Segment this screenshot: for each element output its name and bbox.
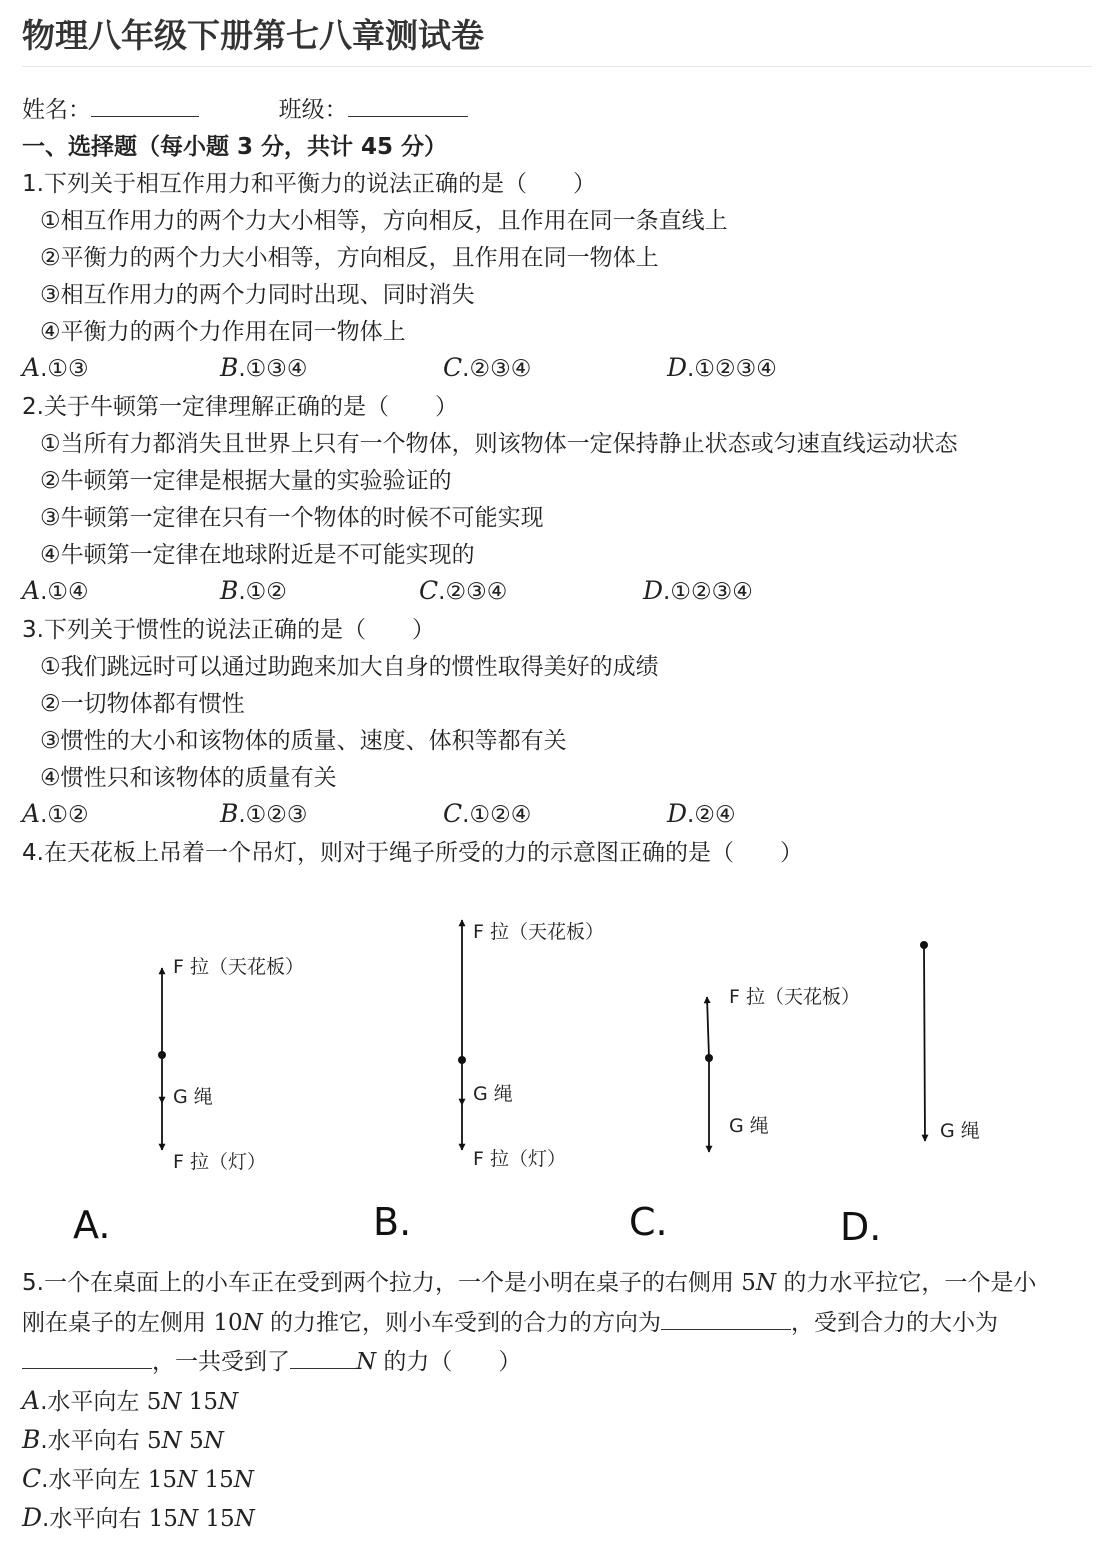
class-blank[interactable] [348, 96, 468, 117]
q3-statement-1: ①我们跳远时可以通过助跑来加大自身的惯性取得美好的成绩 [40, 654, 659, 680]
b-label-g: G 绳 [473, 1083, 513, 1105]
q1-statement-4: ④平衡力的两个力作用在同一物体上 [40, 319, 406, 345]
c-label-g: G 绳 [729, 1115, 769, 1137]
q2-option-b[interactable]: B.①② [220, 576, 287, 605]
d-arrow-down [924, 945, 925, 1141]
b-label-f-ceiling: F 拉（天花板） [473, 921, 604, 943]
b-label-f-lamp: F 拉（灯） [473, 1148, 566, 1170]
q5-magnitude-blank[interactable] [22, 1348, 152, 1369]
question-1-stem: 1.下列关于相互作用力和平衡力的说法正确的是（ ） [22, 171, 596, 197]
q2-option-a[interactable]: A.①④ [22, 576, 89, 605]
b-point [458, 1056, 466, 1064]
question-2-stem: 2.关于牛顿第一定律理解正确的是（ ） [22, 394, 458, 420]
q2-statement-3: ③牛顿第一定律在只有一个物体的时候不可能实现 [40, 505, 544, 531]
q3-statement-4: ④惯性只和该物体的质量有关 [40, 765, 337, 791]
q3-statement-3: ③惯性的大小和该物体的质量、速度、体积等都有关 [40, 728, 567, 754]
choice-b-label: B. [373, 1200, 412, 1244]
choice-d-label: D. [840, 1205, 882, 1249]
a-label-f-lamp: F 拉（灯） [173, 1151, 266, 1173]
name-blank[interactable] [91, 96, 199, 117]
q3-option-b[interactable]: B.①②③ [220, 799, 308, 828]
q5-count-blank[interactable] [290, 1348, 356, 1369]
q5-option-d[interactable]: D.水平向右 15N 15N [22, 1503, 255, 1532]
q3-statement-2: ②一切物体都有惯性 [40, 691, 245, 717]
q5-direction-blank[interactable] [661, 1309, 791, 1330]
a-label-f-ceiling: F 拉（天花板） [173, 956, 304, 978]
force-diagram [0, 890, 1096, 1250]
q2-statement-2: ②牛顿第一定律是根据大量的实验验证的 [40, 468, 452, 494]
a-label-g: G 绳 [173, 1086, 213, 1108]
question-3-stem: 3.下列关于惯性的说法正确的是（ ） [22, 617, 435, 643]
class-label: 班级： [278, 97, 348, 123]
diagram-c[interactable] [629, 986, 860, 1244]
d-point [920, 941, 928, 949]
choice-a-label: A. [73, 1203, 111, 1247]
q2-option-d[interactable]: D.①②③④ [643, 576, 753, 605]
question-5-stem-line-3: ，一共受到了 N 的力（ ） [22, 1347, 521, 1377]
q2-option-c[interactable]: C.②③④ [419, 576, 508, 605]
section-heading: 一、选择题（每小题 3 分，共计 45 分） [22, 134, 448, 160]
diagram-a[interactable] [73, 956, 304, 1247]
c-arrow-up [707, 997, 709, 1058]
c-point [705, 1054, 713, 1062]
diagram-b[interactable] [373, 920, 604, 1244]
title-divider [22, 66, 1092, 67]
q1-statement-2: ②平衡力的两个力大小相等，方向相反，且作用在同一物体上 [40, 245, 659, 271]
choice-c-label: C. [629, 1200, 668, 1244]
name-label: 姓名： [22, 97, 91, 123]
q3-option-a[interactable]: A.①② [22, 799, 89, 828]
question-5-stem-line-1: 5.一个在桌面上的小车正在受到两个拉力，一个是小明在桌子的右侧用 5N 的力水平拉它，一个是小 [22, 1270, 1037, 1296]
q2-statement-4: ④牛顿第一定律在地球附近是不可能实现的 [40, 542, 475, 568]
q1-statement-3: ③相互作用力的两个力同时出现、同时消失 [40, 282, 475, 308]
question-5-stem-line-2: 刚在桌子的左侧用 10N 的力推它，则小车受到的合力的方向为 ，受到合力的大小为 [22, 1310, 999, 1336]
q3-option-c[interactable]: C.①②④ [443, 799, 532, 828]
q5-option-c[interactable]: C.水平向左 15N 15N [22, 1464, 254, 1493]
c-label-f-ceiling: F 拉（天花板） [729, 986, 860, 1008]
a-point [158, 1051, 166, 1059]
q3-option-d[interactable]: D.②④ [667, 799, 736, 828]
student-info [22, 95, 468, 125]
page-title: 物理八年级下册第七八章测试卷 [22, 16, 484, 55]
q1-option-d[interactable]: D.①②③④ [667, 353, 777, 382]
q5-option-a[interactable]: A.水平向左 5N 15N [22, 1386, 239, 1415]
diagram-d[interactable] [840, 941, 980, 1249]
d-label-g: G 绳 [940, 1120, 980, 1142]
q1-option-a[interactable]: A.①③ [22, 353, 89, 382]
q5-option-b[interactable]: B.水平向右 5N 5N [22, 1425, 224, 1454]
q1-option-c[interactable]: C.②③④ [443, 353, 532, 382]
q1-option-b[interactable]: B.①③④ [220, 353, 308, 382]
q1-statement-1: ①相互作用力的两个力大小相等，方向相反，且作用在同一条直线上 [40, 208, 728, 234]
q2-statement-1: ①当所有力都消失且世界上只有一个物体，则该物体一定保持静止状态或匀速直线运动状态 [40, 431, 958, 457]
question-4-stem: 4.在天花板上吊着一个吊灯，则对于绳子所受的力的示意图正确的是（ ） [22, 840, 803, 866]
